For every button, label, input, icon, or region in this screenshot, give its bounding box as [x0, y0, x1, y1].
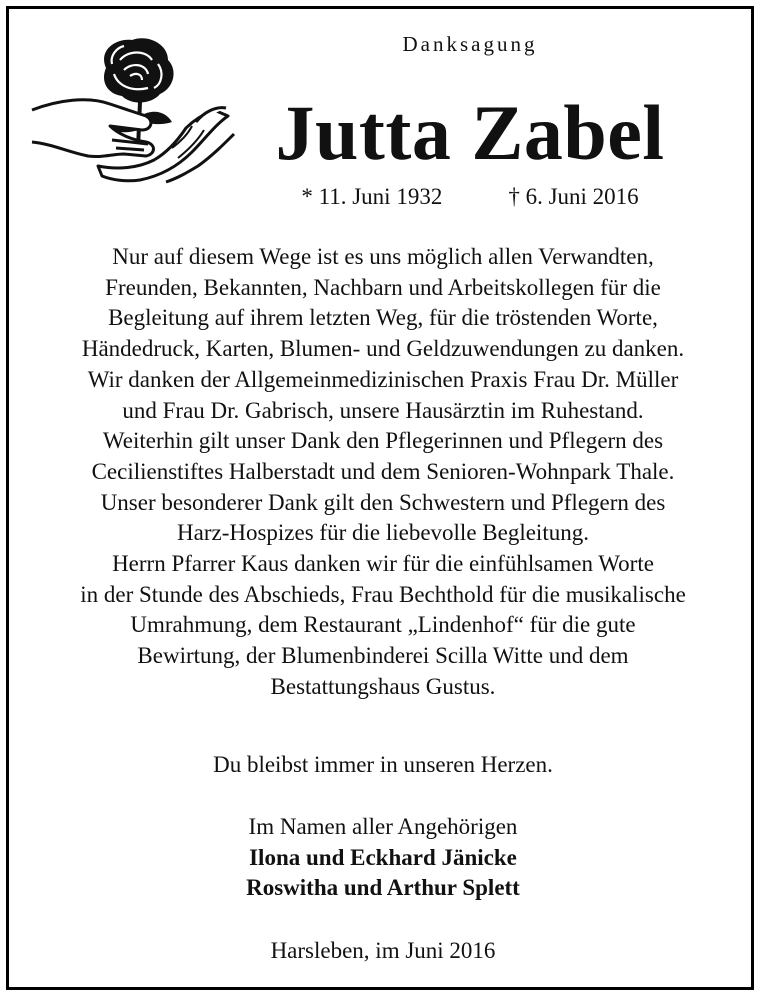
text-line: Bewirtung, der Blumenbinderei Scilla Witte und dem	[137, 643, 629, 669]
death-date: † 6. Juni 2016	[508, 184, 639, 209]
text-line: Cecilienstiftes Halberstadt und dem Senioren-Wohnpark Thale.	[91, 458, 675, 484]
deceased-name: Jutta Zabel	[275, 89, 665, 176]
closing-line: Du bleibst immer in unseren Herzen.	[213, 752, 553, 777]
text-line: Harz-Hospizes für die liebevolle Begleitung.	[177, 520, 589, 546]
hands-holding-rose-icon	[28, 30, 238, 200]
text-line: Nur auf diesem Wege ist es uns möglich allen Verwandten,	[112, 244, 654, 269]
notice-heading: Danksagung	[402, 32, 538, 56]
text-line: Freunden, Bekannten, Nachbarn und Arbeitskollegen für die	[105, 274, 661, 300]
signature-block	[20, 812, 746, 904]
text-line: und Frau Dr. Gabrisch, unsere Hausärztin im Ruhestand.	[122, 397, 644, 423]
text-line: Händedruck, Karten, Blumen- und Geldzuwendungen zu danken.	[81, 336, 685, 362]
birth-date: * 11. Juni 1932	[301, 184, 443, 209]
text-line: Bestattungshaus Gustus.	[270, 673, 496, 699]
place-date: Harsleben, im Juni 2016	[270, 938, 496, 963]
life-dates	[240, 184, 700, 210]
signer-name: Ilona und Eckhard Jänicke	[249, 844, 517, 870]
text-line: Begleitung auf ihrem letzten Weg, für die tröstenden Worte,	[108, 305, 658, 331]
text-line: Wir danken der Allgemeinmedizinischen Praxis Frau Dr. Müller	[87, 366, 679, 392]
text-line: Umrahmung, dem Restaurant „Lindenhof“ für die gute	[130, 612, 636, 638]
text-line: Unser besonderer Dank gilt den Schwestern und Pflegern des	[100, 489, 666, 515]
thank-you-text	[20, 242, 746, 703]
text-line: Weiterhin gilt unser Dank den Pflegerinnen und Pflegern des	[102, 428, 664, 454]
text-line: Herrn Pfarrer Kaus danken wir für die einfühlsamen Worte	[112, 551, 654, 577]
text-line: in der Stunde des Abschieds, Frau Bechthold für die musikalische	[80, 581, 686, 607]
signer-name: Roswitha und Arthur Splett	[246, 875, 520, 900]
signoff-line: Im Namen aller Angehörigen	[248, 814, 518, 839]
